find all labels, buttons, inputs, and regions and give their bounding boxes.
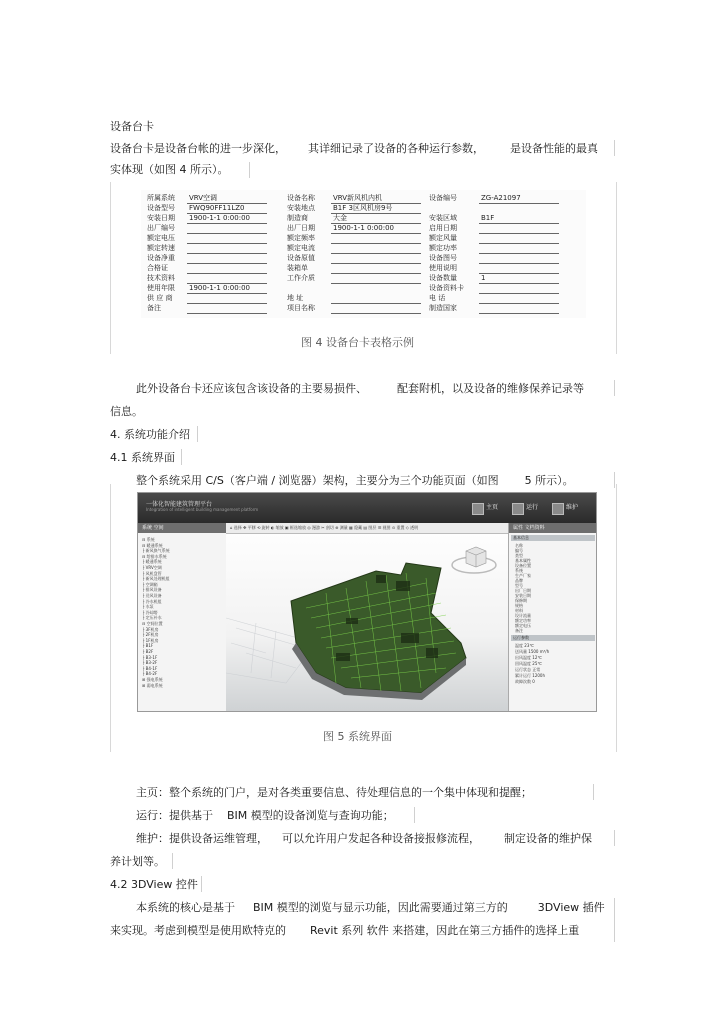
- card-field-value: B1F: [481, 214, 495, 222]
- text-divider: [593, 784, 594, 800]
- tree-node[interactable]: ⊞ 强电系统: [142, 677, 163, 682]
- property-row: 基本属性: [515, 558, 531, 563]
- parameter-row: 累计运行 1200h: [515, 673, 545, 678]
- card-field-underline: [187, 253, 267, 254]
- card-field-underline: [479, 233, 559, 234]
- card-field-label: 地 址: [287, 294, 304, 302]
- view-cube[interactable]: [452, 547, 496, 573]
- system-tree-panel: [138, 523, 227, 711]
- text-run: BIM 模型的浏览与显示功能，因此需要通过第三方的: [253, 901, 508, 914]
- card-field-underline: [331, 243, 421, 244]
- tree-node[interactable]: ⊟ 给排水系统: [142, 553, 167, 559]
- card-field-underline: [479, 313, 559, 314]
- property-row: 型号: [515, 583, 523, 588]
- card-field-underline: [187, 243, 267, 244]
- tree-node[interactable]: ├ 排风设备: [142, 587, 162, 593]
- text-divider: [249, 162, 250, 178]
- card-field-value: 1900-1-1 0:00:00: [189, 214, 250, 222]
- paragraph-line: [136, 809, 394, 823]
- tree-node[interactable]: ├ 风机盘管: [142, 570, 162, 576]
- tree-node[interactable]: ├ 水泵: [142, 604, 154, 610]
- card-field-label: 额定风量: [429, 234, 457, 242]
- parameter-row: 温度 23℃: [515, 643, 534, 648]
- tree-node[interactable]: ├ VRV空调: [142, 565, 162, 570]
- text-divider: [614, 472, 615, 488]
- card-field-underline: [331, 233, 421, 234]
- card-field-label: 备注: [147, 304, 161, 312]
- tree-node[interactable]: ├ B4-1F: [142, 665, 158, 671]
- property-row: 系统: [515, 568, 523, 573]
- tree-node[interactable]: ├ 2F机房: [142, 632, 159, 638]
- nav-home-button[interactable]: [472, 501, 498, 515]
- text-divider: [172, 853, 173, 869]
- property-row: 品牌: [515, 578, 523, 583]
- card-field-label: 设备净重: [147, 254, 175, 262]
- text-divider: [181, 449, 182, 465]
- property-row: 安装日期: [515, 593, 531, 598]
- property-row: 设备位置: [515, 563, 531, 568]
- card-field-label: 使用说明: [429, 264, 457, 272]
- nav-label: 维护: [566, 504, 579, 511]
- card-field-underline: [479, 203, 559, 204]
- card-field-label: 安装区域: [429, 214, 457, 222]
- property-row: 类型: [515, 553, 523, 558]
- card-field-underline: [331, 263, 421, 264]
- card-field-underline: [187, 303, 267, 304]
- card-field-label: 额定频率: [287, 234, 315, 242]
- text-run: 配套附机，以及设备的维修保养记录等: [397, 382, 584, 395]
- card-field-label: 设备原值: [287, 254, 315, 262]
- subsection-heading: 4.2 3DView 控件: [110, 878, 198, 891]
- property-row: 出厂日期: [515, 588, 531, 593]
- card-field-underline: [331, 273, 421, 274]
- property-row: 设计流量: [515, 613, 531, 618]
- card-field-value: 大金: [333, 214, 347, 222]
- card-field-label: 使用年限: [147, 284, 175, 292]
- tree-node[interactable]: ├ B3-2F: [142, 660, 158, 666]
- card-field-underline: [187, 233, 267, 234]
- card-field-label: 设备编号: [429, 194, 457, 202]
- property-row: 额定功率: [515, 618, 531, 623]
- property-row: 规格: [515, 603, 523, 608]
- parameter-row: 运行状态 正常: [515, 667, 541, 672]
- card-field-underline: [479, 273, 559, 274]
- 3d-viewport[interactable]: [226, 523, 508, 711]
- card-field-label: 制造商: [287, 214, 308, 222]
- home-icon: [472, 503, 484, 515]
- text-run: 可以允许用户发起各种设备接报修流程，: [282, 832, 480, 845]
- tree-node[interactable]: ├ 3F机房: [142, 626, 159, 632]
- system-interface-screenshot: [137, 492, 597, 712]
- card-field-underline: [331, 253, 421, 254]
- card-field-label: 额定转速: [147, 244, 175, 252]
- text-run: 来实现。考虑到模型是使用欧特克的: [110, 924, 286, 937]
- card-field-label: 工作介质: [287, 274, 315, 282]
- paragraph-line: [110, 924, 579, 938]
- subsection-heading: 4.1 系统界面: [110, 451, 175, 464]
- parameter-row: 故障次数 0: [515, 679, 535, 684]
- text-run: 其详细记录了设备的各种运行参数，: [308, 142, 484, 155]
- card-field-label: 设备数量: [429, 274, 457, 282]
- card-field-underline: [479, 253, 559, 254]
- nav-label: 主页: [486, 504, 499, 511]
- text-divider: [614, 830, 615, 846]
- nav-run-button[interactable]: [512, 501, 538, 515]
- property-row: 备注: [515, 628, 523, 633]
- tree-node[interactable]: ├ 送风设备: [142, 593, 162, 598]
- card-field-label: 设备图号: [429, 254, 457, 262]
- card-field-label: 额定电压: [147, 234, 175, 242]
- properties-panel: [508, 523, 597, 711]
- card-field-label: 出厂编号: [147, 224, 175, 232]
- card-field-underline: [479, 283, 559, 284]
- card-field-label: 安装地点: [287, 204, 315, 212]
- viewport-toolbar[interactable]: [226, 523, 508, 534]
- tree-node[interactable]: ├ 1F机房: [142, 637, 159, 643]
- left-panel-tabs[interactable]: [138, 523, 226, 533]
- card-field-underline: [479, 303, 559, 304]
- card-field-value: 1: [481, 274, 486, 282]
- tree-node[interactable]: ├ B3-1F: [142, 654, 158, 660]
- tree-node[interactable]: ⊟ 空间位置: [142, 621, 163, 626]
- tree-node[interactable]: ⊟ 暖通系统: [142, 542, 163, 548]
- card-field-underline: [187, 263, 267, 264]
- nav-maintain-button[interactable]: [552, 501, 578, 515]
- card-field-value: ZG-A21097: [481, 194, 521, 202]
- card-field-label: 合格证: [147, 264, 168, 272]
- app-title: 一体化智能建筑管理平台: [146, 501, 213, 508]
- tree-node[interactable]: ├ 定压补水: [142, 615, 162, 621]
- card-field-label: 设备名称: [287, 194, 315, 202]
- card-field-value: B1F 3区风机房9号: [333, 204, 393, 212]
- parameter-row: 回风温度 25℃: [515, 661, 542, 666]
- tree-node[interactable]: ├ 空调箱: [142, 581, 158, 587]
- card-field-value: VRV新风机内机: [333, 194, 383, 202]
- props-group-header[interactable]: 基本信息: [511, 535, 595, 541]
- card-field-underline: [187, 313, 267, 314]
- card-field-value: FWQ90FF11LZ0: [189, 204, 245, 212]
- text-run: 整个系统采用 C/S（客户端 / 浏览器）架构，主要分为三个功能页面（如图: [136, 474, 499, 487]
- tree-node[interactable]: ├ 冷水机组: [142, 598, 162, 604]
- params-group-header[interactable]: 运行参数: [511, 635, 595, 641]
- parameter-row: 送风量 1500 m³/h: [515, 649, 550, 654]
- tree-node[interactable]: ├ B2F: [142, 649, 154, 654]
- card-field-underline: [187, 273, 267, 274]
- card-field-underline: [479, 243, 559, 244]
- text-run: 设备台卡是设备台帐的进一步深化，: [110, 142, 286, 155]
- card-field-label: 安装日期: [147, 214, 175, 222]
- paragraph-line: 养计划等。: [110, 855, 165, 868]
- text-run: 是设备性能的最真: [510, 142, 598, 155]
- text-run: 本系统的核心是基于: [136, 901, 235, 914]
- tree-node[interactable]: ⊟ 系统: [142, 537, 155, 542]
- property-row: 生产厂家: [515, 573, 531, 578]
- tree-node[interactable]: ├ 冷却塔: [142, 609, 158, 615]
- property-row: 材料: [515, 608, 523, 613]
- section-heading: 4. 系统功能介绍: [110, 428, 190, 441]
- bim-model-view: [226, 523, 508, 711]
- property-row: 保修期: [515, 598, 527, 603]
- card-field-label: 项目名称: [287, 304, 315, 312]
- maintain-icon: [552, 503, 564, 515]
- card-field-label: 额定功率: [429, 244, 457, 252]
- property-row: 名称: [515, 543, 523, 548]
- card-field-value: 1900-1-1 0:00:00: [333, 224, 394, 232]
- card-field-underline: [187, 293, 267, 294]
- text-run: BIM 模型的设备浏览与查询功能；: [227, 809, 394, 822]
- text-run: 5 所示）。: [524, 474, 574, 487]
- paragraph-line: 主页：整个系统的门户，是对各类重要信息、待处理信息的一个集中体现和提醒；: [136, 786, 532, 799]
- card-field-value: 1900-1-1 0:00:00: [189, 284, 250, 292]
- text-run: 维护：提供设备运维管理，: [136, 832, 268, 845]
- card-field-value: VRV空调: [189, 194, 218, 202]
- paragraph-line: [136, 382, 584, 396]
- card-field-underline: [479, 263, 559, 264]
- card-field-label: 设备资料卡: [429, 284, 464, 292]
- text-divider: [614, 898, 615, 942]
- card-field-underline: [187, 223, 267, 224]
- text-divider: [614, 140, 615, 156]
- figure-4: [110, 182, 617, 354]
- section-heading-device-card: 设备台卡: [110, 120, 154, 133]
- app-header: [138, 493, 596, 523]
- paragraph-line: [136, 832, 592, 846]
- device-card-table: [141, 190, 586, 318]
- card-field-underline: [331, 283, 421, 284]
- card-field-label: 技术资料: [147, 274, 175, 282]
- text-run: 3DView 插件: [537, 901, 605, 914]
- toolbar-labels: ⌂ 选择 ✥ 平移 ⟲ 旋转 ◐ 缩放 ▣ 框选缩放 ◎ 漫游 ✂ 剖切 ⊕ 测量 ▦ 隐藏 ▤ 图层 ☰ 视图 ⊙ 重置 ◇ 透明: [230, 525, 419, 530]
- right-panel-tabs[interactable]: [509, 523, 597, 533]
- nav-label: 运行: [526, 504, 539, 511]
- card-field-label: 制造国家: [429, 304, 457, 312]
- text-divider: [414, 807, 415, 823]
- tree-node[interactable]: ├ 暖通系统: [142, 559, 162, 565]
- card-field-label: 所属系统: [147, 194, 175, 202]
- tab-labels: 系统 空间: [142, 525, 164, 531]
- paragraph-line: 实体现（如图 4 所示）。: [110, 163, 229, 176]
- tab-labels: 属性 文档资料: [513, 525, 545, 531]
- figure-4-caption: 图 4 设备台卡表格示例: [301, 336, 414, 349]
- card-field-underline: [479, 293, 559, 294]
- property-row: 编号: [515, 548, 523, 553]
- run-icon: [512, 503, 524, 515]
- text-run: 运行：提供基于: [136, 809, 213, 822]
- text-run: 制定设备的维护保: [504, 832, 592, 845]
- card-field-label: 装箱单: [287, 264, 308, 272]
- card-field-underline: [331, 303, 421, 304]
- text-run: Revit 系列 软件 来搭建，因此在第三方插件的选择上重: [310, 924, 580, 937]
- paragraph-line: [136, 901, 605, 915]
- text-divider: [614, 380, 615, 396]
- card-field-label: 设备型号: [147, 204, 175, 212]
- property-row: 额定电压: [515, 623, 531, 628]
- card-field-label: 额定电流: [287, 244, 315, 252]
- tree-node[interactable]: ├ 新风处理机组: [142, 576, 170, 582]
- paragraph-line: 信息。: [110, 405, 143, 418]
- text-divider: [201, 876, 202, 892]
- app-subtitle: Integration of intelligent building management platform: [146, 507, 259, 512]
- card-field-underline: [479, 223, 559, 224]
- paragraph-line: [110, 142, 598, 156]
- card-field-label: 电 话: [429, 294, 446, 302]
- tree-node[interactable]: ├ B1F: [142, 643, 154, 649]
- card-field-label: 出厂日期: [287, 224, 315, 232]
- parameter-row: 出风温度 12℃: [515, 655, 542, 660]
- text-divider: [197, 426, 198, 442]
- tree-node[interactable]: ├ 新风换气系统: [142, 548, 170, 554]
- figure-5: [110, 484, 617, 752]
- tree-node[interactable]: ⊞ 弱电系统: [142, 682, 163, 688]
- card-field-label: 供 应 商: [147, 294, 173, 302]
- figure-5-caption: 图 5 系统界面: [323, 730, 392, 743]
- card-field-label: 启用日期: [429, 224, 457, 232]
- card-field-underline: [331, 313, 421, 314]
- tree-node[interactable]: ├ B4-2F: [142, 671, 158, 677]
- text-run: 此外设备台卡还应该包含该设备的主要易损件、: [136, 382, 367, 395]
